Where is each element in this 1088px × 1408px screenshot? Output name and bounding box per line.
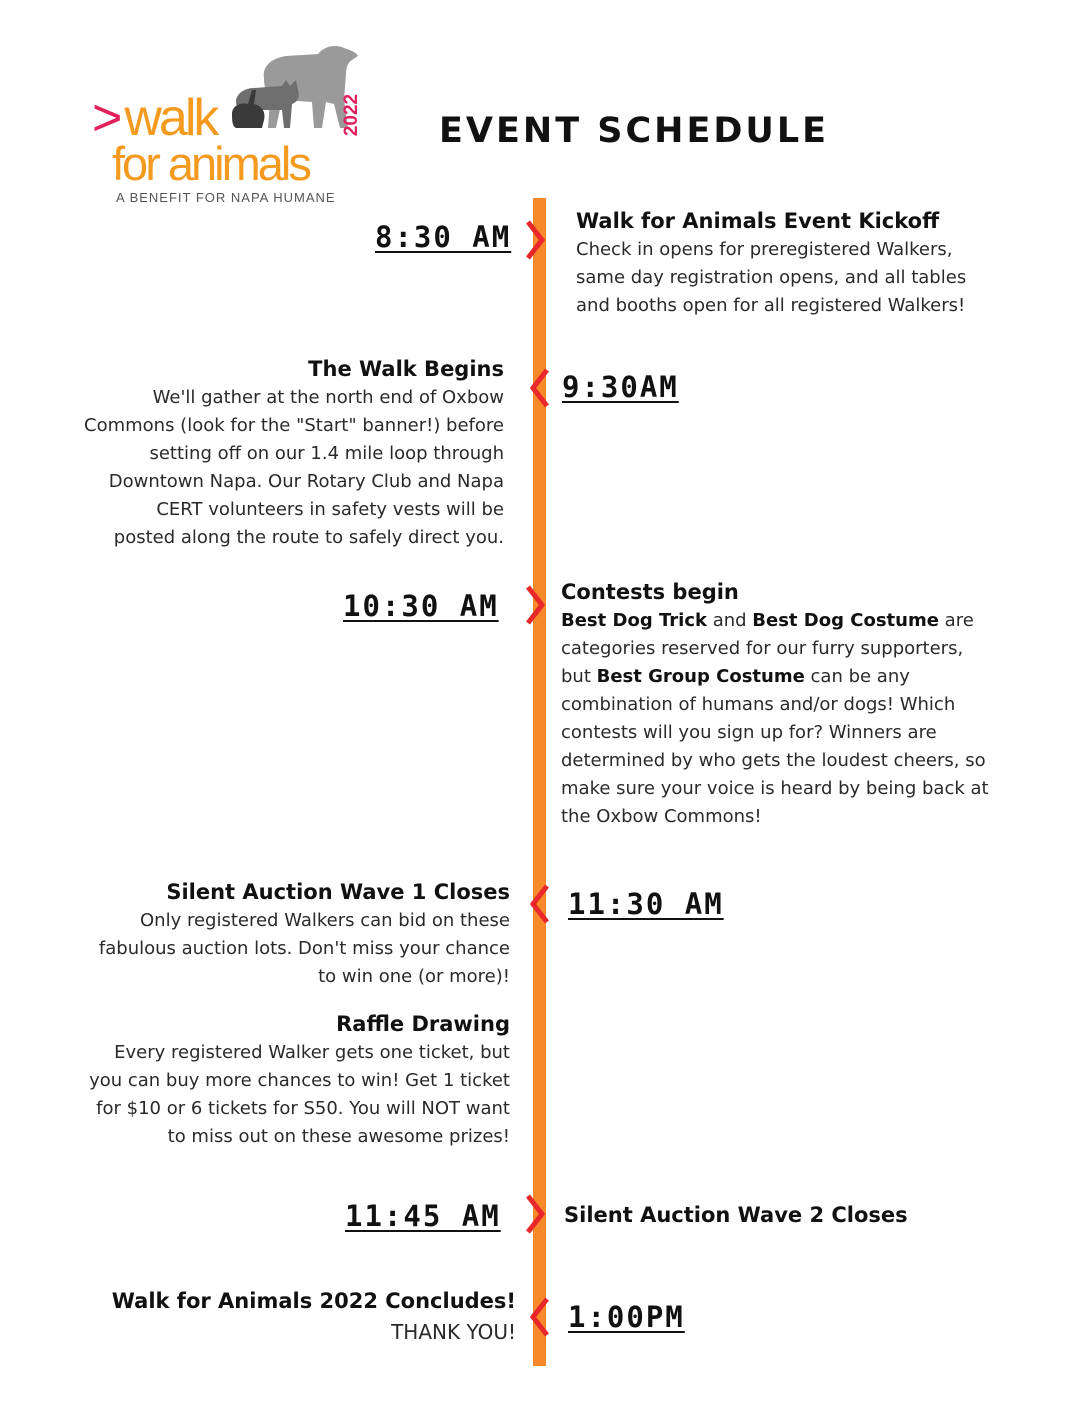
event-heading: The Walk Begins [308,357,504,381]
event-line: fabulous auction lots. Don't miss your chance [98,938,510,959]
chevron-left-icon [529,1295,551,1339]
event-line: posted along the route to safely direct you. [113,527,504,548]
event-line: combination of humans and/or dogs! Which [561,694,956,715]
event-silent-auction-1 [20,877,510,991]
logo-tagline: A BENEFIT FOR NAPA HUMANE [116,190,336,205]
chevron-right-icon [524,1192,546,1236]
event-kickoff [576,206,1056,320]
chevron-left-icon [529,882,551,926]
event-conclusion [20,1286,516,1348]
chevron-right-icon [524,583,546,627]
event-line: Downtown Napa. Our Rotary Club and Napa [108,471,504,492]
contest-name: Best Dog Trick [561,610,707,631]
time-label-1130: 11:30 AM [568,887,724,921]
event-line: but Best Group Costume can be any [561,666,910,687]
time-label-1145: 11:45 AM [345,1199,501,1233]
event-line: Only registered Walkers can bid on these [140,910,510,931]
event-line: We'll gather at the north end of Oxbow [152,387,504,408]
event-line: same day registration opens, and all tables [576,267,967,288]
event-line: setting off on our 1.4 mile loop through [149,443,504,464]
event-line: and booths open for all registered Walkers! [576,295,966,316]
chevron-right-icon [524,218,546,262]
contest-name: Best Dog Costume [752,610,939,631]
event-heading: Raffle Drawing [336,1012,510,1036]
event-line: Every registered Walker gets one ticket, but [114,1042,510,1063]
event-line: for $10 or 6 tickets for S50. You will NOT want [96,1098,510,1119]
event-line: Check in opens for preregistered Walkers, [576,239,953,260]
event-silent-auction-2 [564,1200,1044,1230]
event-line: to win one (or more)! [318,966,510,987]
chevron-left-icon [529,366,551,410]
time-label-100: 1:00PM [568,1300,685,1334]
event-line: you can buy more chances to win! Get 1 ticket [89,1070,510,1091]
contest-name: Best Group Costume [596,666,805,687]
event-heading: Contests begin [561,580,739,604]
event-heading: Walk for Animals Event Kickoff [576,209,940,233]
time-label-830: 8:30 AM [375,220,512,254]
time-label-930: 9:30AM [562,370,679,404]
event-line: Best Dog Trick and Best Dog Costume are [561,610,974,631]
event-line: determined by who gets the loudest cheers, so [561,750,986,771]
walk-for-animals-logo [86,40,376,210]
event-line: make sure your voice is heard by being back at [561,778,989,799]
logo-for-animals-text: for animals [112,137,309,190]
event-contests [561,577,1061,831]
event-line: to miss out on these awesome prizes! [167,1126,510,1147]
event-heading: Walk for Animals 2022 Concludes! [111,1289,516,1313]
event-line: CERT volunteers in safety vests will be [156,499,504,520]
thank-you-text: THANK YOU! [391,1320,516,1344]
page-title: EVENT SCHEDULE [439,111,830,151]
event-raffle-drawing [20,1009,510,1151]
event-walk-begins [20,354,504,552]
logo-walk-text: >walk [92,89,217,147]
logo-year: 2022 [341,93,362,137]
event-heading: Silent Auction Wave 2 Closes [564,1203,908,1227]
event-line: contests will you sign up for? Winners are [561,722,937,743]
event-line: categories reserved for our furry supporters, [561,638,964,659]
time-label-1030: 10:30 AM [343,589,499,623]
event-line: the Oxbow Commons! [561,806,762,827]
event-line: Commons (look for the "Start" banner!) before [84,415,504,436]
event-heading: Silent Auction Wave 1 Closes [166,880,510,904]
